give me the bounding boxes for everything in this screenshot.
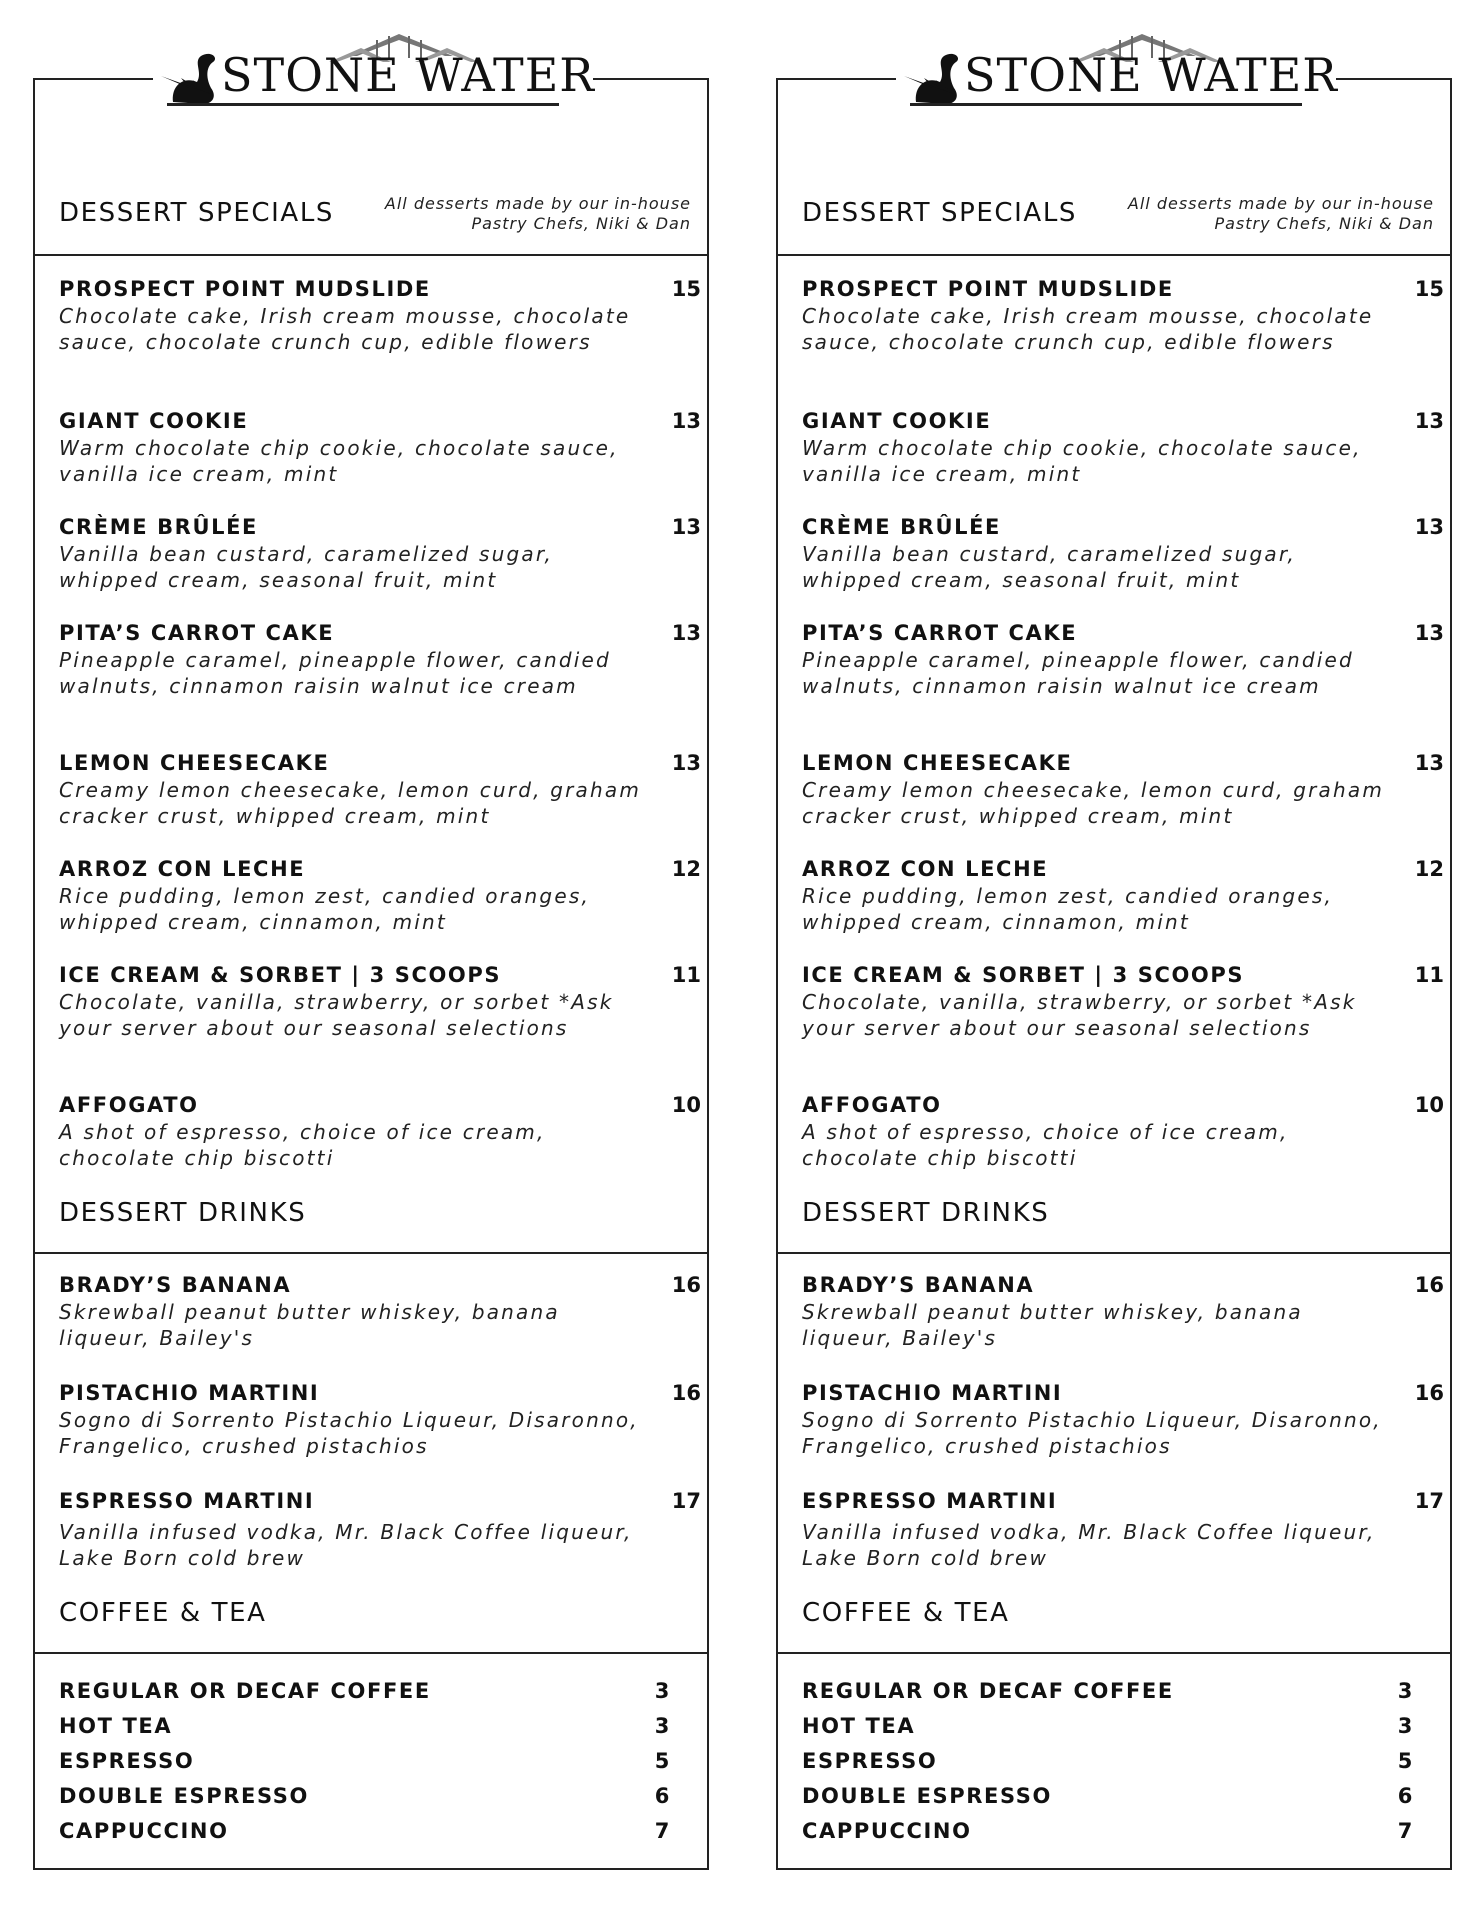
item-price: 6 [654, 1784, 671, 1808]
menu-item [59, 1486, 701, 1571]
item-name: REGULAR OR DECAF COFFEE [802, 1679, 1174, 1703]
item-name: BRADY’S BANANA [59, 1273, 292, 1297]
menu-item [59, 854, 701, 935]
item-price: 15 [671, 277, 701, 301]
item-description: Skrewball peanut butter whiskey, banana liqueur, Bailey's [59, 1300, 560, 1350]
item-price: 3 [654, 1679, 671, 1703]
item-name: PISTACHIO MARTINI [59, 1381, 320, 1405]
item-description: Pineapple caramel, pineapple flower, candied walnuts, cinnamon raisin walnut ice cream [802, 648, 1354, 698]
menu-item [802, 1090, 1444, 1171]
item-description: Vanilla infused vodka, Mr. Black Coffee liqueur, Lake Born cold brew [59, 1520, 633, 1570]
dessert-drinks-title: DESSERT DRINKS [59, 1198, 307, 1228]
section-divider [778, 1252, 1450, 1254]
section-divider [35, 1652, 707, 1654]
coffee-tea-title: COFFEE & TEA [802, 1598, 1010, 1628]
item-name: DOUBLE ESPRESSO [802, 1784, 1052, 1808]
item-price: 13 [1414, 515, 1444, 539]
menu-item [59, 960, 701, 1041]
section-divider [35, 1252, 707, 1254]
item-price: 16 [1414, 1273, 1444, 1297]
item-description: Creamy lemon cheesecake, lemon curd, graham cracker crust, whipped cream, mint [59, 778, 642, 828]
item-name: ARROZ CON LECHE [59, 857, 306, 881]
item-description: Sogno di Sorrento Pistachio Liqueur, Disaronno, Frangelico, crushed pistachios [59, 1408, 639, 1458]
item-name: ESPRESSO MARTINI [59, 1489, 315, 1513]
item-description: Vanilla infused vodka, Mr. Black Coffee liqueur, Lake Born cold brew [802, 1520, 1376, 1570]
item-price: 7 [1397, 1819, 1414, 1843]
item-price: 3 [1397, 1679, 1414, 1703]
item-price: 10 [1414, 1093, 1444, 1117]
item-price: 5 [654, 1749, 671, 1773]
item-price: 12 [1414, 857, 1444, 881]
item-description: Chocolate cake, Irish cream mousse, chocolate sauce, chocolate crunch cup, edible flowers [59, 304, 631, 354]
item-name: CRÈME BRÛLÉE [802, 515, 1001, 539]
item-price: 10 [671, 1093, 701, 1117]
item-description: Chocolate cake, Irish cream mousse, chocolate sauce, chocolate crunch cup, edible flowers [802, 304, 1374, 354]
item-price: 5 [1397, 1749, 1414, 1773]
item-price: 13 [671, 515, 701, 539]
item-name: DOUBLE ESPRESSO [59, 1784, 309, 1808]
dessert-drinks-title: DESSERT DRINKS [802, 1198, 1050, 1228]
item-name: BRADY’S BANANA [802, 1273, 1035, 1297]
brand-name: STONE WATER [964, 48, 1338, 102]
section-divider [778, 1652, 1450, 1654]
section-divider [35, 254, 707, 256]
item-name: ESPRESSO MARTINI [802, 1489, 1058, 1513]
item-price: 13 [1414, 621, 1444, 645]
menu-item [59, 1270, 701, 1351]
item-description: Rice pudding, lemon zest, candied oranges, whipped cream, cinnamon, mint [802, 884, 1334, 934]
menu-panel-left [33, 48, 709, 1870]
menu-item [802, 618, 1444, 699]
dessert-specials-title: DESSERT SPECIALS [802, 198, 1078, 228]
coffee-row [59, 1711, 671, 1741]
item-description: Vanilla bean custard, caramelized sugar, whipped cream, seasonal fruit, mint [59, 542, 554, 592]
item-description: Sogno di Sorrento Pistachio Liqueur, Disaronno, Frangelico, crushed pistachios [802, 1408, 1382, 1458]
item-description: Chocolate, vanilla, strawberry, or sorbet *Ask your server about our seasonal selections [59, 990, 614, 1040]
coffee-row [59, 1816, 671, 1846]
coffee-row [802, 1781, 1414, 1811]
item-name: ESPRESSO [59, 1749, 195, 1773]
item-name: PITA’S CARROT CAKE [802, 621, 1078, 645]
menu-panel-right [776, 48, 1452, 1870]
item-price: 3 [1397, 1714, 1414, 1738]
logo [153, 32, 593, 122]
item-name: ARROZ CON LECHE [802, 857, 1049, 881]
item-price: 11 [671, 963, 701, 987]
item-description: Pineapple caramel, pineapple flower, candied walnuts, cinnamon raisin walnut ice cream [59, 648, 611, 698]
item-name: CAPPUCCINO [59, 1819, 229, 1843]
item-description: Skrewball peanut butter whiskey, banana liqueur, Bailey's [802, 1300, 1303, 1350]
menu-item [802, 1378, 1444, 1459]
item-name: CRÈME BRÛLÉE [59, 515, 258, 539]
coffee-row [59, 1781, 671, 1811]
item-name: HOT TEA [59, 1714, 173, 1738]
brand-name: STONE WATER [221, 48, 595, 102]
logo-underline [167, 103, 559, 106]
item-description: Rice pudding, lemon zest, candied oranges, whipped cream, cinnamon, mint [59, 884, 591, 934]
item-name: PROSPECT POINT MUDSLIDE [59, 277, 431, 301]
menu-item [59, 1378, 701, 1459]
item-name: ICE CREAM & SORBET | 3 SCOOPS [59, 963, 502, 987]
item-description: A shot of espresso, choice of ice cream, chocolate chip biscotti [59, 1120, 546, 1170]
item-price: 13 [671, 409, 701, 433]
item-price: 13 [1414, 751, 1444, 775]
item-name: PISTACHIO MARTINI [802, 1381, 1063, 1405]
dessert-specials-title: DESSERT SPECIALS [59, 198, 335, 228]
item-price: 16 [671, 1273, 701, 1297]
item-name: ICE CREAM & SORBET | 3 SCOOPS [802, 963, 1245, 987]
item-description: Warm chocolate chip cookie, chocolate sauce, vanilla ice cream, mint [802, 436, 1362, 486]
menu-item [802, 406, 1444, 487]
item-price: 6 [1397, 1784, 1414, 1808]
coffee-row [59, 1746, 671, 1776]
item-name: LEMON CHEESECAKE [802, 751, 1073, 775]
pastry-chef-note: All desserts made by our in-house Pastry Chefs, Niki & Dan [1127, 194, 1434, 233]
coffee-row [802, 1746, 1414, 1776]
item-name: AFFOGATO [59, 1093, 199, 1117]
menu-item [59, 1090, 701, 1171]
item-price: 13 [671, 621, 701, 645]
item-description: A shot of espresso, choice of ice cream, chocolate chip biscotti [802, 1120, 1289, 1170]
menu-item [59, 406, 701, 487]
item-name: AFFOGATO [802, 1093, 942, 1117]
coffee-tea-title: COFFEE & TEA [59, 1598, 267, 1628]
item-price: 16 [1414, 1381, 1444, 1405]
item-price: 17 [1414, 1489, 1444, 1513]
coffee-row [802, 1711, 1414, 1741]
item-name: HOT TEA [802, 1714, 916, 1738]
item-name: PROSPECT POINT MUDSLIDE [802, 277, 1174, 301]
section-divider [778, 254, 1450, 256]
item-price: 13 [671, 751, 701, 775]
item-name: ESPRESSO [802, 1749, 938, 1773]
item-price: 17 [671, 1489, 701, 1513]
item-description: Warm chocolate chip cookie, chocolate sauce, vanilla ice cream, mint [59, 436, 619, 486]
menu-item [802, 960, 1444, 1041]
logo [896, 32, 1336, 122]
item-description: Creamy lemon cheesecake, lemon curd, graham cracker crust, whipped cream, mint [802, 778, 1385, 828]
item-description: Chocolate, vanilla, strawberry, or sorbet *Ask your server about our seasonal selections [802, 990, 1357, 1040]
item-name: REGULAR OR DECAF COFFEE [59, 1679, 431, 1703]
item-price: 11 [1414, 963, 1444, 987]
menu-item [59, 748, 701, 829]
logo-underline [910, 103, 1302, 106]
menu-item [802, 274, 1444, 355]
item-description: Vanilla bean custard, caramelized sugar, whipped cream, seasonal fruit, mint [802, 542, 1297, 592]
menu-item [59, 618, 701, 699]
menu-item [59, 512, 701, 593]
menu-item [802, 1486, 1444, 1571]
coffee-row [59, 1676, 671, 1706]
menu-item [59, 274, 701, 355]
item-name: LEMON CHEESECAKE [59, 751, 330, 775]
item-name: GIANT COOKIE [59, 409, 249, 433]
pastry-chef-note: All desserts made by our in-house Pastry Chefs, Niki & Dan [384, 194, 691, 233]
item-name: PITA’S CARROT CAKE [59, 621, 335, 645]
item-name: GIANT COOKIE [802, 409, 992, 433]
item-price: 15 [1414, 277, 1444, 301]
coffee-row [802, 1676, 1414, 1706]
item-price: 16 [671, 1381, 701, 1405]
menu-item [802, 512, 1444, 593]
menu-item [802, 1270, 1444, 1351]
menu-item [802, 854, 1444, 935]
item-name: CAPPUCCINO [802, 1819, 972, 1843]
item-price: 7 [654, 1819, 671, 1843]
menu-item [802, 748, 1444, 829]
item-price: 12 [671, 857, 701, 881]
item-price: 3 [654, 1714, 671, 1738]
item-price: 13 [1414, 409, 1444, 433]
coffee-row [802, 1816, 1414, 1846]
